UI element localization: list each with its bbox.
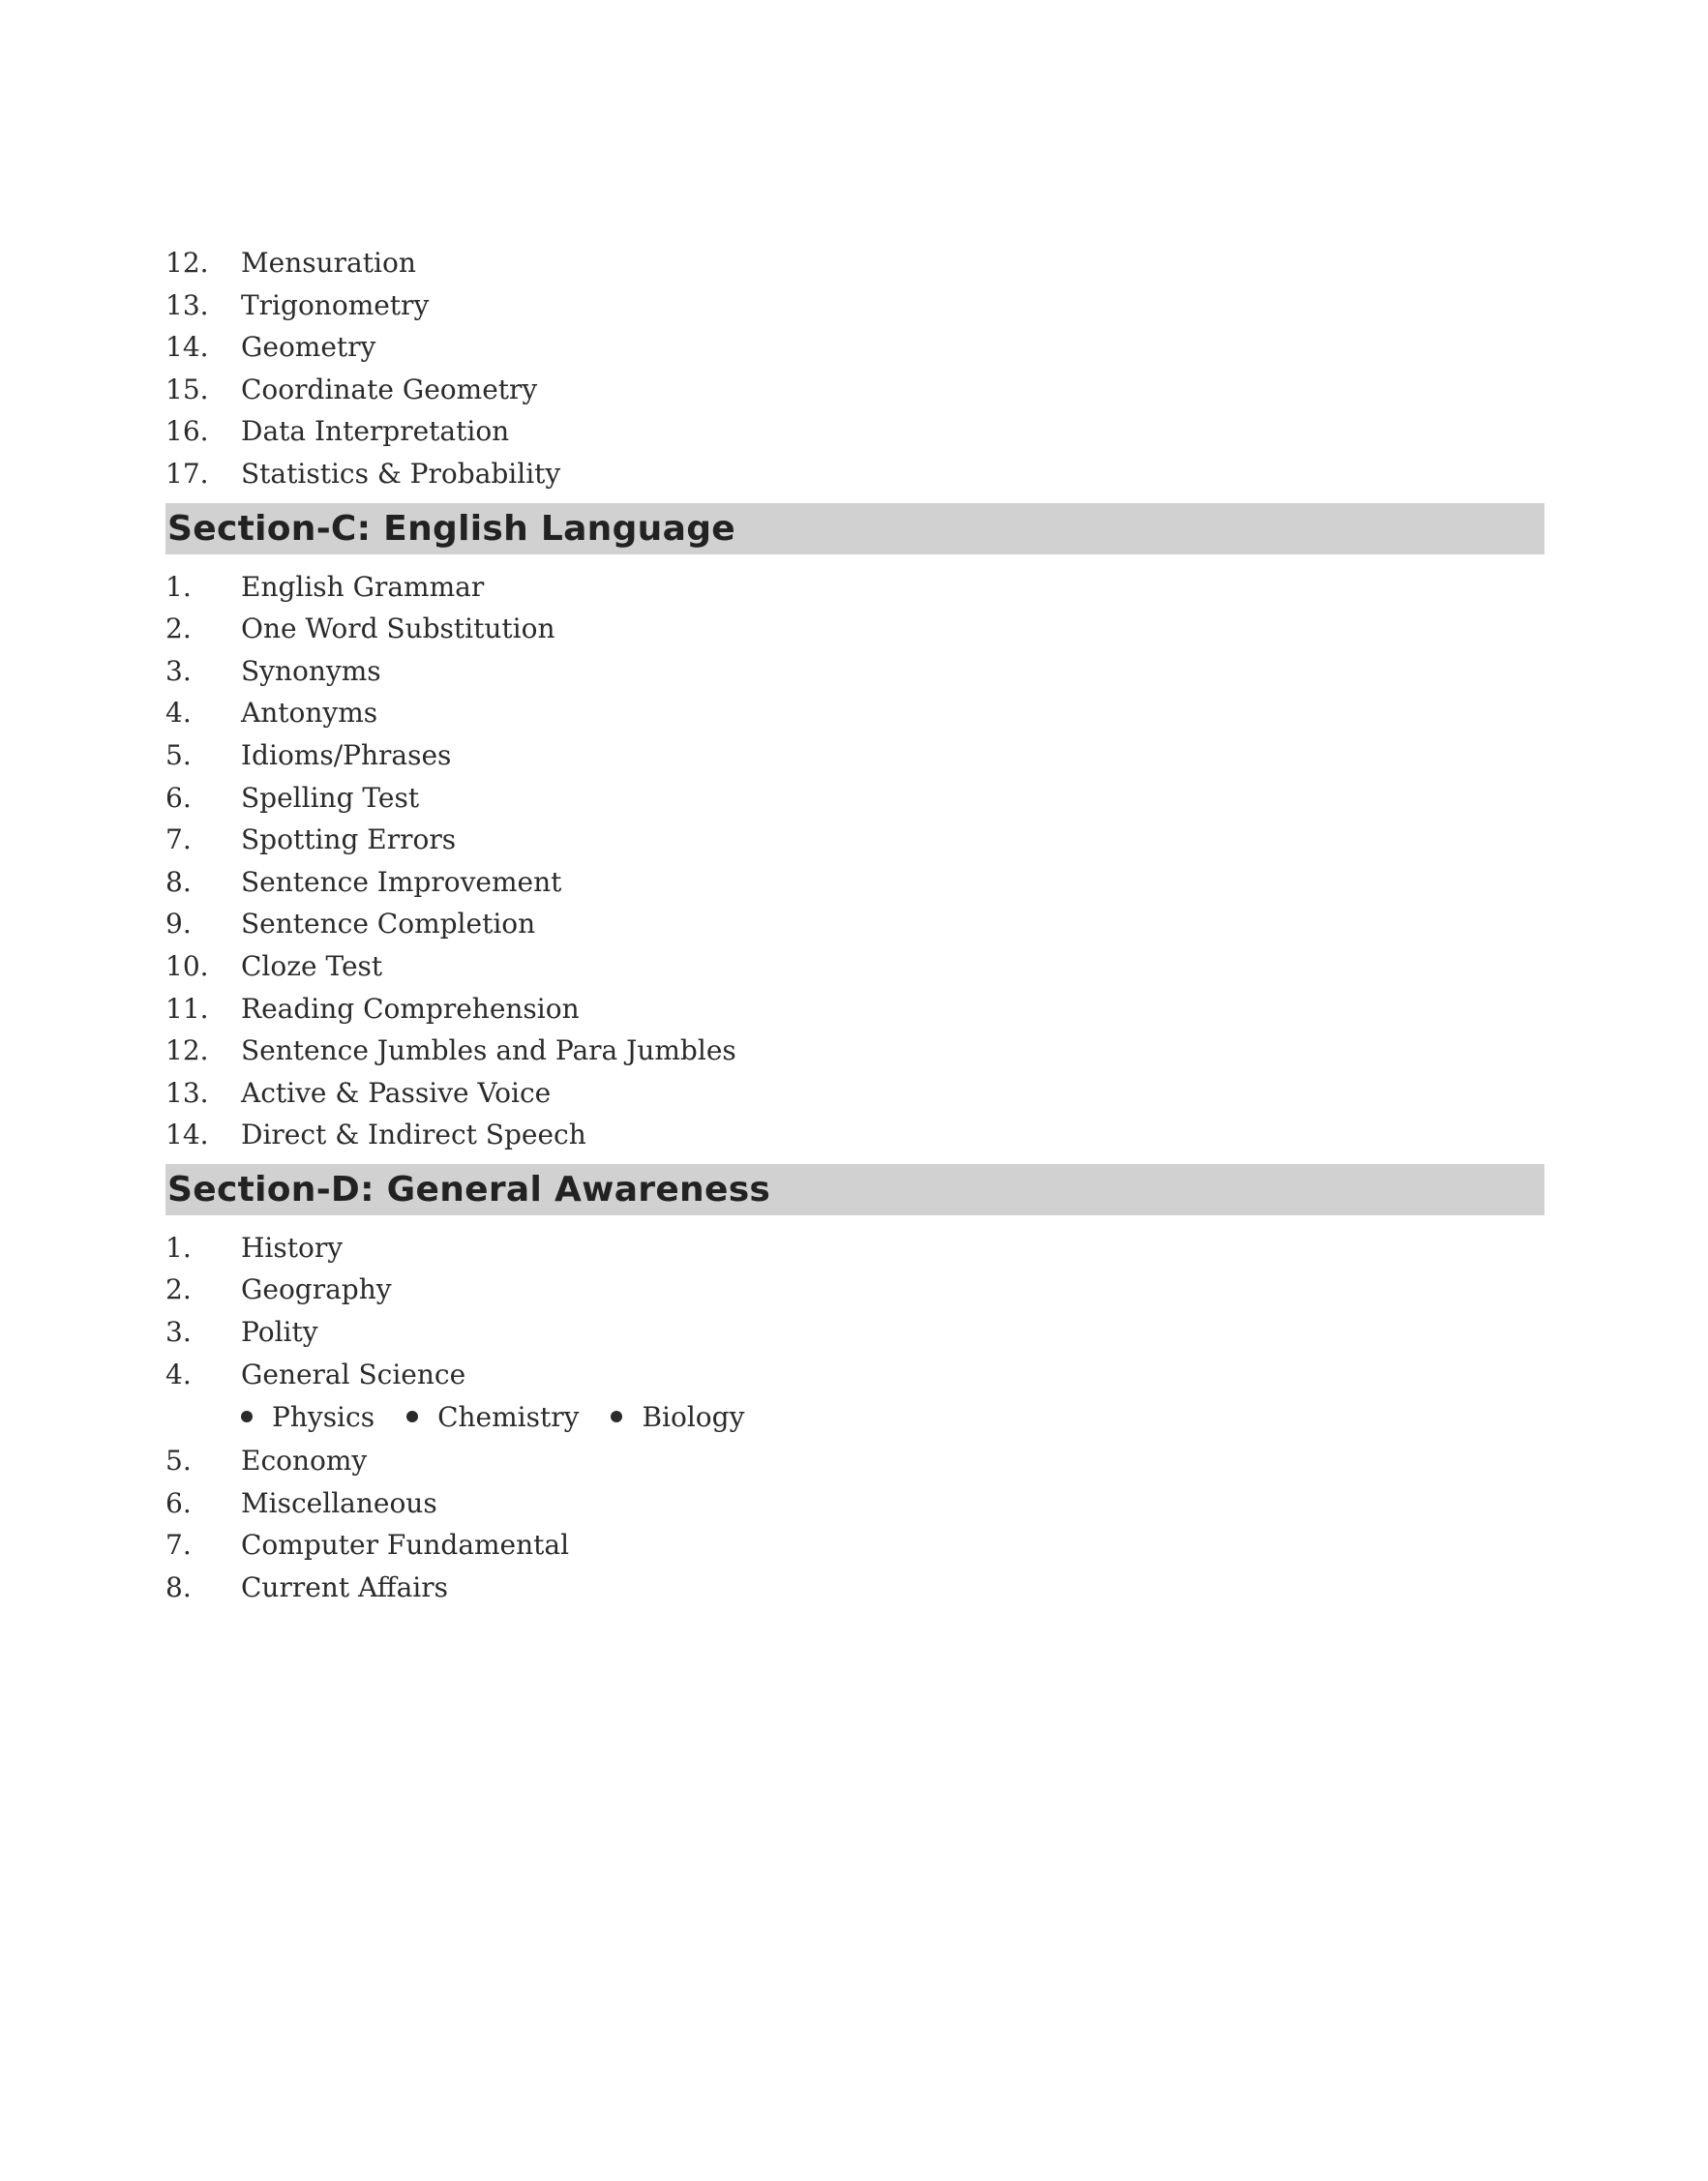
item-number: 1. (165, 1231, 192, 1264)
list-item (165, 1440, 1544, 1482)
item-label: Economy (241, 1445, 368, 1478)
section-c-header (165, 503, 1544, 554)
list-item (165, 777, 1544, 820)
item-label: Sentence Improvement (241, 865, 562, 898)
item-number: 13. (165, 1076, 209, 1109)
section-d-title: Section-D: General Awareness (167, 1169, 771, 1210)
item-number: 13. (165, 288, 209, 321)
item-number: 17. (165, 457, 209, 490)
item-label: Spelling Test (241, 781, 420, 814)
list-item (165, 903, 1544, 945)
item-label: Computer Fundamental (241, 1529, 570, 1562)
item-number: 4. (165, 1358, 192, 1390)
bullet-icon (611, 1411, 622, 1422)
list-item (165, 819, 1544, 861)
item-number: 10. (165, 949, 209, 982)
item-label: Geometry (241, 331, 376, 364)
item-label: Antonyms (241, 697, 378, 730)
subtopic-label: Physics (272, 1401, 375, 1434)
list-item (165, 1354, 1544, 1396)
list-item (165, 1072, 1544, 1115)
list-item (165, 453, 1544, 495)
section-c-title: Section-C: English Language (167, 508, 735, 549)
section-c-list (165, 566, 1544, 1156)
item-number: 14. (165, 1119, 209, 1151)
bullet-icon (241, 1411, 253, 1422)
section-d-list-continued (165, 1440, 1544, 1608)
item-label: Miscellaneous (241, 1486, 437, 1519)
item-number: 4. (165, 697, 192, 730)
bullet-icon (406, 1411, 418, 1422)
list-item (165, 1567, 1544, 1609)
section-d-list (165, 1227, 1544, 1395)
item-number: 3. (165, 654, 192, 687)
subtopic-chemistry (406, 1395, 579, 1440)
item-label: Sentence Completion (241, 908, 536, 941)
list-item (165, 566, 1544, 609)
item-number: 11. (165, 992, 209, 1025)
item-number: 1. (165, 570, 192, 603)
item-label: Mensuration (241, 247, 416, 279)
list-item (165, 861, 1544, 904)
list-item (165, 284, 1544, 327)
syllabus-page (165, 242, 1544, 1609)
item-label: Geography (241, 1273, 392, 1306)
item-label: Direct & Indirect Speech (241, 1119, 586, 1151)
list-item (165, 410, 1544, 453)
list-item (165, 1030, 1544, 1072)
item-number: 5. (165, 1445, 192, 1478)
item-label: Data Interpretation (241, 415, 510, 448)
list-item (165, 369, 1544, 411)
item-label: Spotting Errors (241, 823, 457, 856)
list-item (165, 1482, 1544, 1525)
list-item (165, 608, 1544, 650)
item-label: Sentence Jumbles and Para Jumbles (241, 1034, 736, 1067)
item-number: 14. (165, 331, 209, 364)
general-science-subtopics (165, 1395, 1544, 1440)
section-b-list (165, 242, 1544, 495)
item-label: English Grammar (241, 570, 485, 603)
list-item (165, 945, 1544, 988)
list-item (165, 1311, 1544, 1354)
subtopic-label: Chemistry (437, 1401, 580, 1434)
item-label: Current Affairs (241, 1571, 449, 1604)
item-number: 8. (165, 865, 192, 898)
item-number: 7. (165, 1529, 192, 1562)
list-item (165, 1269, 1544, 1311)
item-number: 2. (165, 1273, 192, 1306)
list-item (165, 988, 1544, 1031)
item-label: General Science (241, 1358, 466, 1390)
item-number: 6. (165, 1486, 192, 1519)
item-number: 2. (165, 612, 192, 645)
item-number: 8. (165, 1571, 192, 1604)
list-item (165, 1114, 1544, 1156)
list-item (165, 242, 1544, 284)
item-label: Trigonometry (241, 288, 430, 321)
list-item (165, 692, 1544, 734)
list-item (165, 326, 1544, 369)
list-item (165, 650, 1544, 693)
item-label: Synonyms (241, 654, 381, 687)
list-item (165, 1524, 1544, 1567)
item-number: 3. (165, 1316, 192, 1349)
item-number: 6. (165, 781, 192, 814)
item-label: Polity (241, 1316, 318, 1349)
item-number: 9. (165, 908, 192, 941)
item-number: 7. (165, 823, 192, 856)
item-number: 15. (165, 373, 209, 405)
item-label: Statistics & Probability (241, 457, 561, 490)
subtopic-biology (611, 1395, 744, 1440)
section-d-header (165, 1164, 1544, 1215)
list-item (165, 734, 1544, 777)
item-number: 5. (165, 738, 192, 771)
item-label: Cloze Test (241, 949, 383, 982)
item-label: One Word Substitution (241, 612, 555, 645)
item-number: 16. (165, 415, 209, 448)
item-number: 12. (165, 1034, 209, 1067)
item-label: Coordinate Geometry (241, 373, 538, 405)
item-label: Active & Passive Voice (241, 1076, 552, 1109)
item-label: Idioms/Phrases (241, 738, 452, 771)
list-item (165, 1227, 1544, 1270)
item-number: 12. (165, 247, 209, 279)
subtopic-label: Biology (642, 1401, 745, 1434)
subtopic-physics (241, 1395, 375, 1440)
item-label: History (241, 1231, 344, 1264)
item-label: Reading Comprehension (241, 992, 580, 1025)
